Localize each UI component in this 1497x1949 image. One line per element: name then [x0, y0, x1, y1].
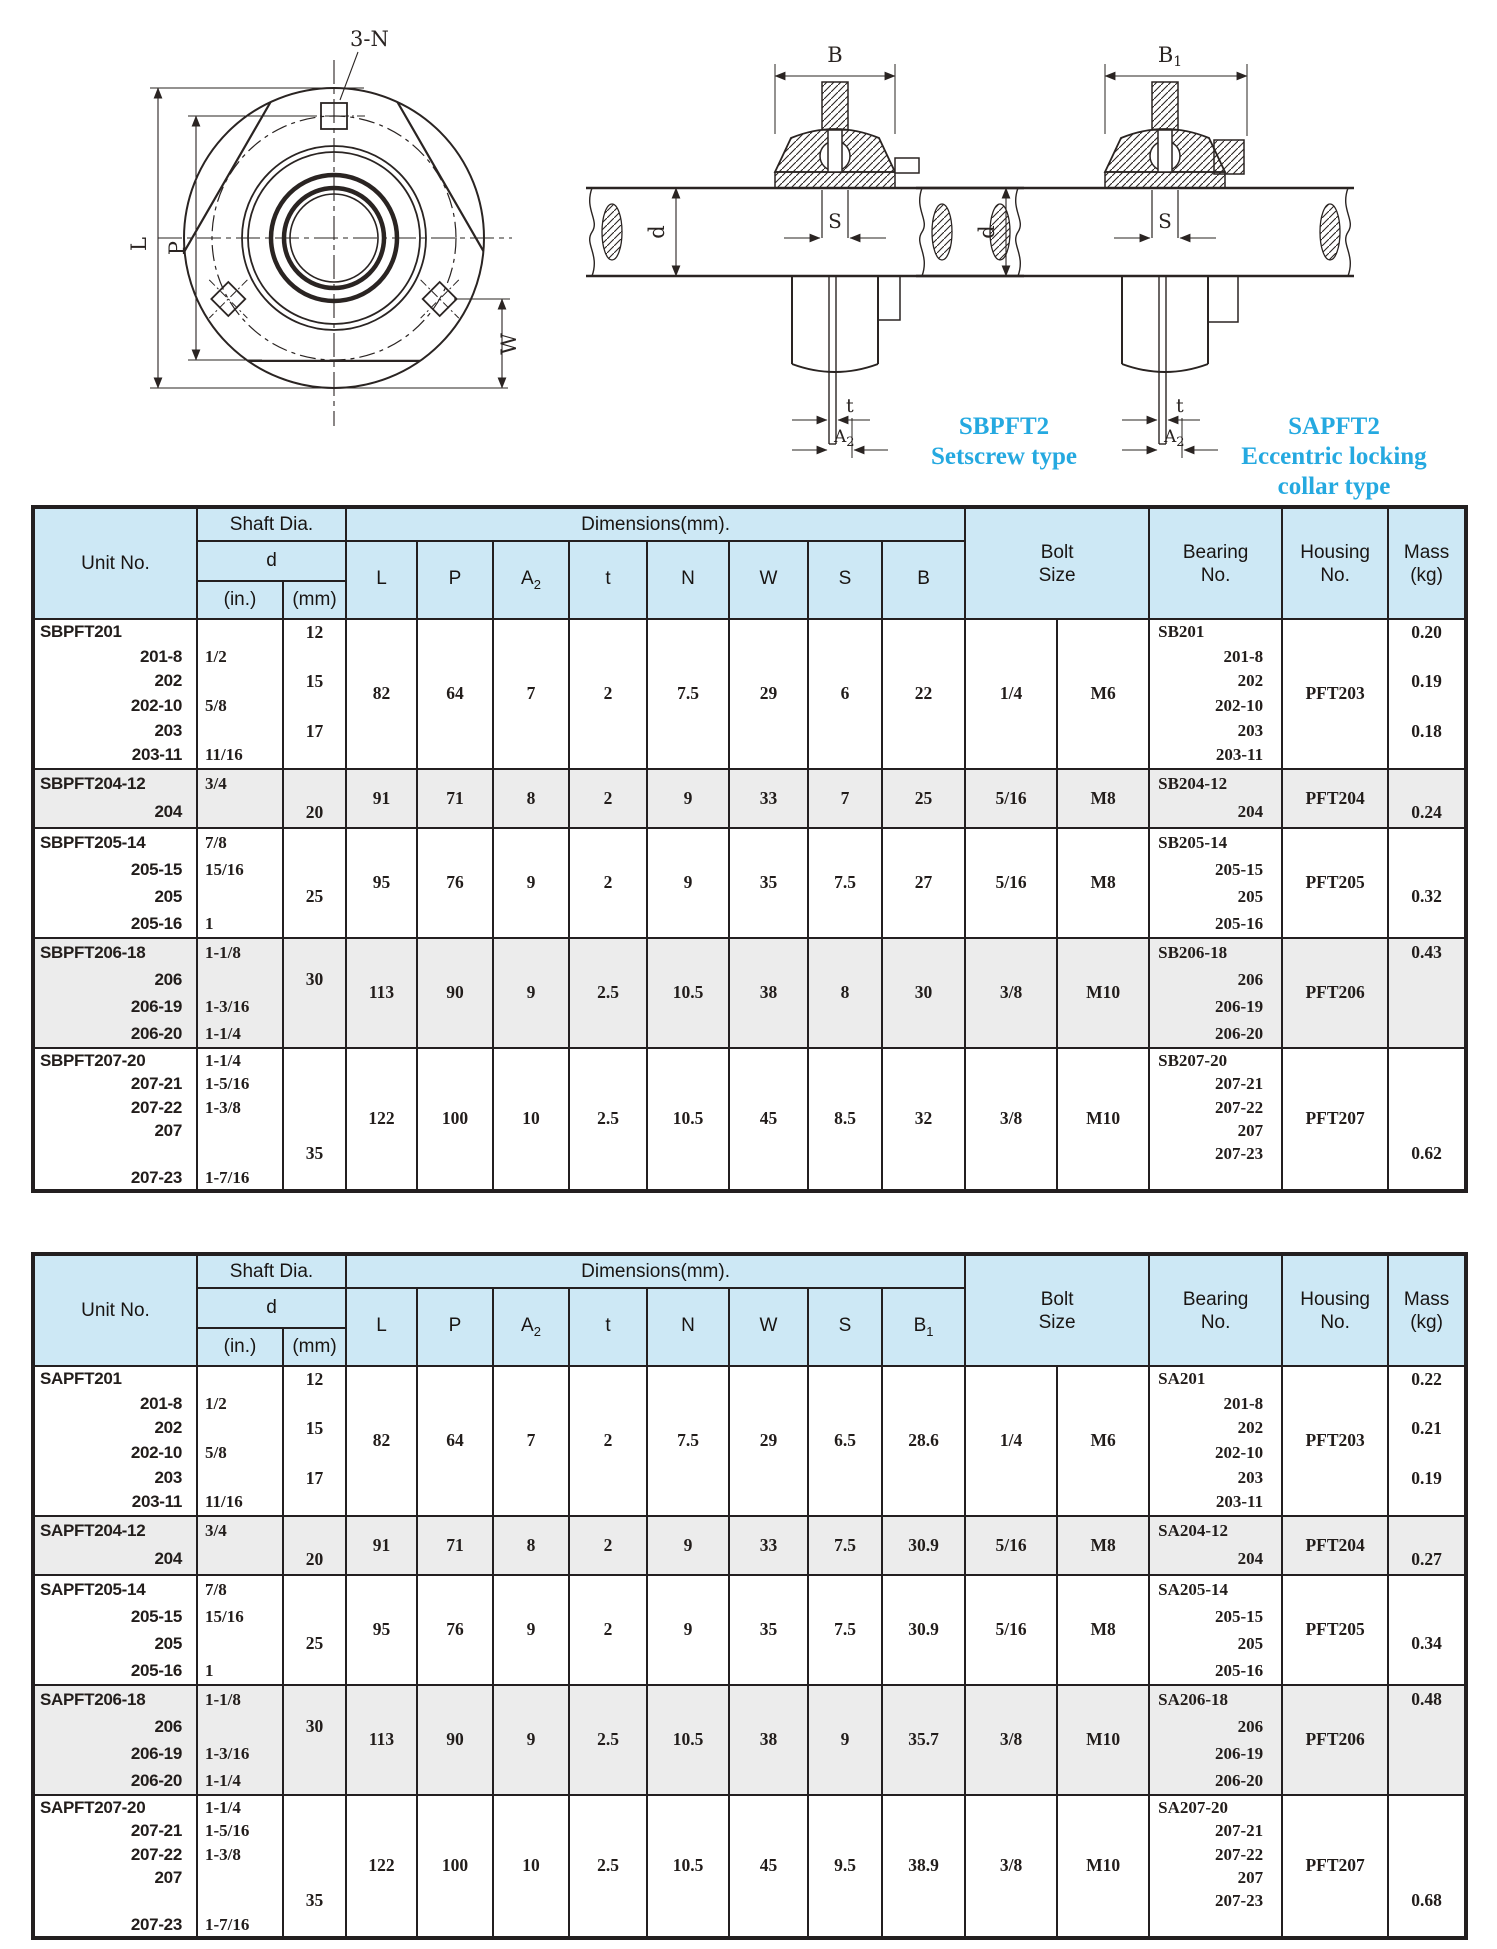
bolt-size-in-cell: 1/4: [965, 619, 1057, 769]
dim-L-cell: 113: [346, 1685, 417, 1795]
dim-B-cell: 30.9: [882, 1575, 965, 1685]
col-S: S: [808, 541, 882, 619]
shaft-dia-mm-cell: 30: [283, 938, 346, 1048]
mass-cell: 0.62: [1388, 1048, 1466, 1191]
mass-cell: 0.43: [1388, 938, 1466, 1048]
dim-S-cell: 6: [808, 619, 882, 769]
front-view-drawing: [112, 26, 524, 444]
dim-A2-cell: 10: [493, 1795, 569, 1938]
shaft-dia-mm-cell: 35: [283, 1795, 346, 1938]
bolt-size-metric-cell: M10: [1057, 938, 1149, 1048]
bearing-no-cell: SB206-18 206 206-19 206-20: [1149, 938, 1282, 1048]
bolt-size-metric-cell: M10: [1057, 1795, 1149, 1938]
bolt-size-in-cell: 5/16: [965, 1516, 1057, 1575]
dim-B-cell: 35.7: [882, 1685, 965, 1795]
shaft-dia-mm-cell: 20: [283, 769, 346, 828]
bearing-no-cell: SB201 201-8 202 202-10 203 203-11: [1149, 619, 1282, 769]
group-row-SAPFT206-18: [33, 1685, 1466, 1795]
dim-L-cell: 82: [346, 619, 417, 769]
dim-t-label: t: [1176, 395, 1184, 417]
sapft2-table: [31, 1252, 1468, 1940]
housing-no-cell: PFT207: [1282, 1795, 1388, 1938]
dim-d-label: d: [645, 225, 669, 239]
dim-L-cell: 113: [346, 938, 417, 1048]
col-bolt-size: Bolt Size: [965, 507, 1149, 619]
col-dimensions: Dimensions(mm).: [346, 1254, 965, 1288]
shaft-dia-mm-cell: 30: [283, 1685, 346, 1795]
dim-L-cell: 95: [346, 828, 417, 938]
dim-N-cell: 9: [647, 1516, 729, 1575]
housing-no-cell: PFT206: [1282, 938, 1388, 1048]
dim-P-cell: 100: [417, 1795, 493, 1938]
bolt-size-in-cell: 5/16: [965, 1575, 1057, 1685]
dim-N-cell: 9: [647, 1575, 729, 1685]
bolt-size-metric-cell: M10: [1057, 1048, 1149, 1191]
dim-A2-cell: 9: [493, 1575, 569, 1685]
col-in: (in.): [197, 581, 283, 619]
shaft-dia-in-cell: 1-1/8 1-3/16 1-1/4: [197, 938, 283, 1048]
unit-no-cell: SAPFT206-18 206 206-19 206-20: [33, 1685, 197, 1795]
col-t: t: [569, 1288, 647, 1366]
spec-table-body-0: [33, 619, 1466, 1191]
dim-P-cell: 76: [417, 1575, 493, 1685]
col-d: d: [197, 1288, 346, 1328]
col-S: S: [808, 1288, 882, 1366]
col-dimensions: Dimensions(mm).: [346, 507, 965, 541]
dim-N-cell: 10.5: [647, 938, 729, 1048]
dim-W-cell: 45: [729, 1795, 808, 1938]
col-B: B: [882, 541, 965, 619]
bearing-no-cell: SA207-20 207-21 207-22 207 207-23: [1149, 1795, 1282, 1938]
group-row-SAPFT205-14: [33, 1575, 1466, 1685]
bearing-no-cell: SA205-14 205-15 205 205-16: [1149, 1575, 1282, 1685]
mass-cell: 0.24: [1388, 769, 1466, 828]
unit-no-cell: SAPFT205-14 205-15 205 205-16: [33, 1575, 197, 1685]
bolt-size-in-cell: 5/16: [965, 828, 1057, 938]
dim-S-cell: 7: [808, 769, 882, 828]
bolt-size-metric-cell: M6: [1057, 1366, 1149, 1516]
dim-L-cell: 82: [346, 1366, 417, 1516]
dim-S-cell: 6.5: [808, 1366, 882, 1516]
mass-cell: 0.22 0.21 0.19: [1388, 1366, 1466, 1516]
bearing-no-cell: SA204-12 204: [1149, 1516, 1282, 1575]
bearing-no-cell: SB207-20 207-21 207-22 207 207-23: [1149, 1048, 1282, 1191]
dim-B-cell: 28.6: [882, 1366, 965, 1516]
shaft-dia-in-cell: 1-1/8 1-3/16 1-1/4: [197, 1685, 283, 1795]
dim-d-label: d: [975, 225, 999, 239]
dim-L-label: L: [127, 237, 151, 251]
dim-S-label: S: [828, 209, 842, 233]
col-A2: $A_2$: [493, 541, 569, 619]
dim-B-cell: 32: [882, 1048, 965, 1191]
dim-B-cell: 22: [882, 619, 965, 769]
col-W: W: [729, 541, 808, 619]
dim-t-label: t: [846, 395, 854, 417]
mass-cell: 0.68: [1388, 1795, 1466, 1938]
caption-sapft2-subtitle: Eccentric locking: [1241, 443, 1427, 470]
dim-t-cell: 2: [569, 1366, 647, 1516]
dim-N-cell: 10.5: [647, 1795, 729, 1938]
dim-S-cell: 8.5: [808, 1048, 882, 1191]
col-mass: Mass (kg): [1388, 1254, 1466, 1366]
unit-no-cell: SBPFT206-18 206 206-19 206-20: [33, 938, 197, 1048]
housing-no-cell: PFT206: [1282, 1685, 1388, 1795]
dim-P-cell: 90: [417, 938, 493, 1048]
dim-W-label: W: [497, 333, 521, 355]
dim-t-cell: 2: [569, 619, 647, 769]
col-t: t: [569, 541, 647, 619]
group-row-SAPFT207-20: [33, 1795, 1466, 1938]
shaft-dia-in-cell: 7/8 15/16 1: [197, 1575, 283, 1685]
bearing-no-cell: SA201 201-8 202 202-10 203 203-11: [1149, 1366, 1282, 1516]
caption-sbpft2: [888, 412, 1120, 472]
mass-cell: 0.20 0.19 0.18: [1388, 619, 1466, 769]
dim-A2-cell: 9: [493, 1685, 569, 1795]
col-bolt-size: Bolt Size: [965, 1254, 1149, 1366]
group-row-SBPFT201: [33, 619, 1466, 769]
col-B1: $B_1$: [882, 1288, 965, 1366]
bolt-size-metric-cell: M10: [1057, 1685, 1149, 1795]
dim-N-cell: 7.5: [647, 1366, 729, 1516]
dim-t-cell: 2: [569, 828, 647, 938]
shaft-dia-in-cell: 1-1/4 1-5/16 1-3/8 1-7/16: [197, 1048, 283, 1191]
col-W: W: [729, 1288, 808, 1366]
dim-B1-label: B1: [1157, 43, 1183, 70]
mass-cell: 0.27: [1388, 1516, 1466, 1575]
dim-A2-label: $A_2$: [1164, 427, 1185, 450]
dim-L-cell: 122: [346, 1795, 417, 1938]
dim-L-cell: 122: [346, 1048, 417, 1191]
dim-B-cell: 30.9: [882, 1516, 965, 1575]
col-unit-no: Unit No.: [33, 1254, 197, 1366]
dim-A2-cell: 8: [493, 1516, 569, 1575]
col-d: d: [197, 541, 346, 581]
shaft-dia-mm-cell: 35: [283, 1048, 346, 1191]
dim-A2-cell: 7: [493, 1366, 569, 1516]
dim-B-cell: 25: [882, 769, 965, 828]
mass-cell: 0.34: [1388, 1575, 1466, 1685]
housing-no-cell: PFT207: [1282, 1048, 1388, 1191]
group-row-SBPFT205-14: [33, 828, 1466, 938]
dim-N-cell: 10.5: [647, 1685, 729, 1795]
shaft-dia-in-cell: 3/4: [197, 1516, 283, 1575]
unit-no-cell: SAPFT201 201-8 202 202-10 203 203-11: [33, 1366, 197, 1516]
bolt-size-metric-cell: M6: [1057, 619, 1149, 769]
dim-t-cell: 2.5: [569, 938, 647, 1048]
col-N: N: [647, 1288, 729, 1366]
bolt-size-metric-cell: M8: [1057, 1575, 1149, 1685]
dim-A2-cell: 8: [493, 769, 569, 828]
col-L: L: [346, 541, 417, 619]
col-A2: $A_2$: [493, 1288, 569, 1366]
housing-no-cell: PFT203: [1282, 1366, 1388, 1516]
shaft-dia-mm-cell: 12 15 17: [283, 619, 346, 769]
col-shaft-dia: Shaft Dia.: [197, 1254, 346, 1288]
group-row-SAPFT201: [33, 1366, 1466, 1516]
col-mm: (mm): [283, 581, 346, 619]
col-shaft-dia: Shaft Dia.: [197, 507, 346, 541]
col-mass: Mass (kg): [1388, 507, 1466, 619]
dim-B-cell: 30: [882, 938, 965, 1048]
col-housing-no: Housing No.: [1282, 1254, 1388, 1366]
col-P: P: [417, 1288, 493, 1366]
dim-L-cell: 91: [346, 769, 417, 828]
group-row-SBPFT204-12: [33, 769, 1466, 828]
shaft-dia-in-cell: 1/2 5/8 11/16: [197, 1366, 283, 1516]
bolt-size-in-cell: 3/8: [965, 1685, 1057, 1795]
eccentric-section-drawing: [902, 22, 1384, 468]
dim-W-cell: 29: [729, 619, 808, 769]
mass-cell: 0.32: [1388, 828, 1466, 938]
dim-t-cell: 2.5: [569, 1048, 647, 1191]
dim-S-cell: 7.5: [808, 1575, 882, 1685]
col-in: (in.): [197, 1328, 283, 1366]
dim-t-cell: 2.5: [569, 1795, 647, 1938]
shaft-dia-in-cell: 3/4: [197, 769, 283, 828]
col-bearing-no: Bearing No.: [1149, 507, 1282, 619]
unit-no-cell: SBPFT204-12 204: [33, 769, 197, 828]
housing-no-cell: PFT204: [1282, 1516, 1388, 1575]
dim-P-cell: 64: [417, 1366, 493, 1516]
dim-P-cell: 100: [417, 1048, 493, 1191]
caption-sbpft2-title: SBPFT2: [958, 413, 1050, 440]
dim-A2-cell: 9: [493, 828, 569, 938]
dim-W-cell: 29: [729, 1366, 808, 1516]
dim-S-cell: 7.5: [808, 1516, 882, 1575]
dim-P-cell: 90: [417, 1685, 493, 1795]
dim-W-cell: 38: [729, 938, 808, 1048]
dim-S-cell: 7.5: [808, 828, 882, 938]
dim-W-cell: 33: [729, 769, 808, 828]
dim-A2-label: $A_2$: [834, 427, 855, 450]
dim-t-cell: 2: [569, 1516, 647, 1575]
unit-no-cell: SAPFT207-20 207-21 207-22 207 207-23: [33, 1795, 197, 1938]
dim-S-label: S: [1158, 209, 1172, 233]
col-housing-no: Housing No.: [1282, 507, 1388, 619]
housing-no-cell: PFT205: [1282, 828, 1388, 938]
dim-W-cell: 45: [729, 1048, 808, 1191]
shaft-dia-mm-cell: 25: [283, 828, 346, 938]
dim-W-cell: 38: [729, 1685, 808, 1795]
group-row-SBPFT206-18: [33, 938, 1466, 1048]
dim-B-label: B: [827, 43, 843, 67]
bolt-size-in-cell: 1/4: [965, 1366, 1057, 1516]
unit-no-cell: SBPFT201 201-8 202 202-10 203 203-11: [33, 619, 197, 769]
dim-A2-cell: 7: [493, 619, 569, 769]
shaft-dia-in-cell: 7/8 15/16 1: [197, 828, 283, 938]
dim-W-cell: 35: [729, 1575, 808, 1685]
dim-P-cell: 71: [417, 1516, 493, 1575]
caption-sapft2: [1198, 412, 1470, 502]
shaft-dia-mm-cell: 12 15 17: [283, 1366, 346, 1516]
group-row-SAPFT204-12: [33, 1516, 1466, 1575]
col-N: N: [647, 541, 729, 619]
dim-W-cell: 35: [729, 828, 808, 938]
sbpft2-table: [31, 505, 1468, 1193]
housing-no-cell: PFT203: [1282, 619, 1388, 769]
dim-N-cell: 9: [647, 828, 729, 938]
dim-B-cell: 27: [882, 828, 965, 938]
dim-A2-cell: 10: [493, 1048, 569, 1191]
shaft-dia-in-cell: 1/2 5/8 11/16: [197, 619, 283, 769]
bolt-size-metric-cell: M8: [1057, 769, 1149, 828]
col-P: P: [417, 541, 493, 619]
dim-W-cell: 33: [729, 1516, 808, 1575]
dim-N-cell: 9: [647, 769, 729, 828]
col-mm: (mm): [283, 1328, 346, 1366]
dim-P-cell: 76: [417, 828, 493, 938]
bolt-count-label: 3-N: [350, 27, 389, 51]
caption-sapft2-title: SAPFT2: [1288, 413, 1380, 440]
shaft-dia-mm-cell: 20: [283, 1516, 346, 1575]
bolt-size-in-cell: 3/8: [965, 1048, 1057, 1191]
dim-B-cell: 38.9: [882, 1795, 965, 1938]
shaft-dia-in-cell: 1-1/4 1-5/16 1-3/8 1-7/16: [197, 1795, 283, 1938]
caption-sbpft2-subtitle: Setscrew type: [930, 443, 1078, 470]
bolt-size-metric-cell: M8: [1057, 828, 1149, 938]
bearing-no-cell: SB204-12 204: [1149, 769, 1282, 828]
dim-L-cell: 91: [346, 1516, 417, 1575]
bolt-size-in-cell: 3/8: [965, 1795, 1057, 1938]
housing-no-cell: PFT204: [1282, 769, 1388, 828]
bolt-size-in-cell: 3/8: [965, 938, 1057, 1048]
dim-A2-cell: 9: [493, 938, 569, 1048]
dim-P-label: P: [165, 240, 189, 256]
bearing-no-cell: SB205-14 205-15 205 205-16: [1149, 828, 1282, 938]
col-L: L: [346, 1288, 417, 1366]
unit-no-cell: SBPFT207-20 207-21 207-22 207 207-23: [33, 1048, 197, 1191]
dim-L-cell: 95: [346, 1575, 417, 1685]
dim-N-cell: 10.5: [647, 1048, 729, 1191]
shaft-dia-mm-cell: 25: [283, 1575, 346, 1685]
housing-no-cell: PFT205: [1282, 1575, 1388, 1685]
dim-t-cell: 2: [569, 1575, 647, 1685]
bearing-no-cell: SA206-18 206 206-19 206-20: [1149, 1685, 1282, 1795]
dim-t-cell: 2: [569, 769, 647, 828]
col-unit-no: Unit No.: [33, 507, 197, 619]
spec-table-body-1: [33, 1366, 1466, 1938]
unit-no-cell: SAPFT204-12 204: [33, 1516, 197, 1575]
dim-S-cell: 9: [808, 1685, 882, 1795]
mass-cell: 0.48: [1388, 1685, 1466, 1795]
dim-N-cell: 7.5: [647, 619, 729, 769]
dim-S-cell: 8: [808, 938, 882, 1048]
bolt-size-metric-cell: M8: [1057, 1516, 1149, 1575]
caption-sapft2-subtitle2: collar type: [1277, 473, 1391, 500]
dim-P-cell: 71: [417, 769, 493, 828]
col-bearing-no: Bearing No.: [1149, 1254, 1282, 1366]
unit-no-cell: SBPFT205-14 205-15 205 205-16: [33, 828, 197, 938]
bolt-size-in-cell: 5/16: [965, 769, 1057, 828]
dim-S-cell: 9.5: [808, 1795, 882, 1938]
dim-t-cell: 2.5: [569, 1685, 647, 1795]
dim-P-cell: 64: [417, 619, 493, 769]
group-row-SBPFT207-20: [33, 1048, 1466, 1191]
